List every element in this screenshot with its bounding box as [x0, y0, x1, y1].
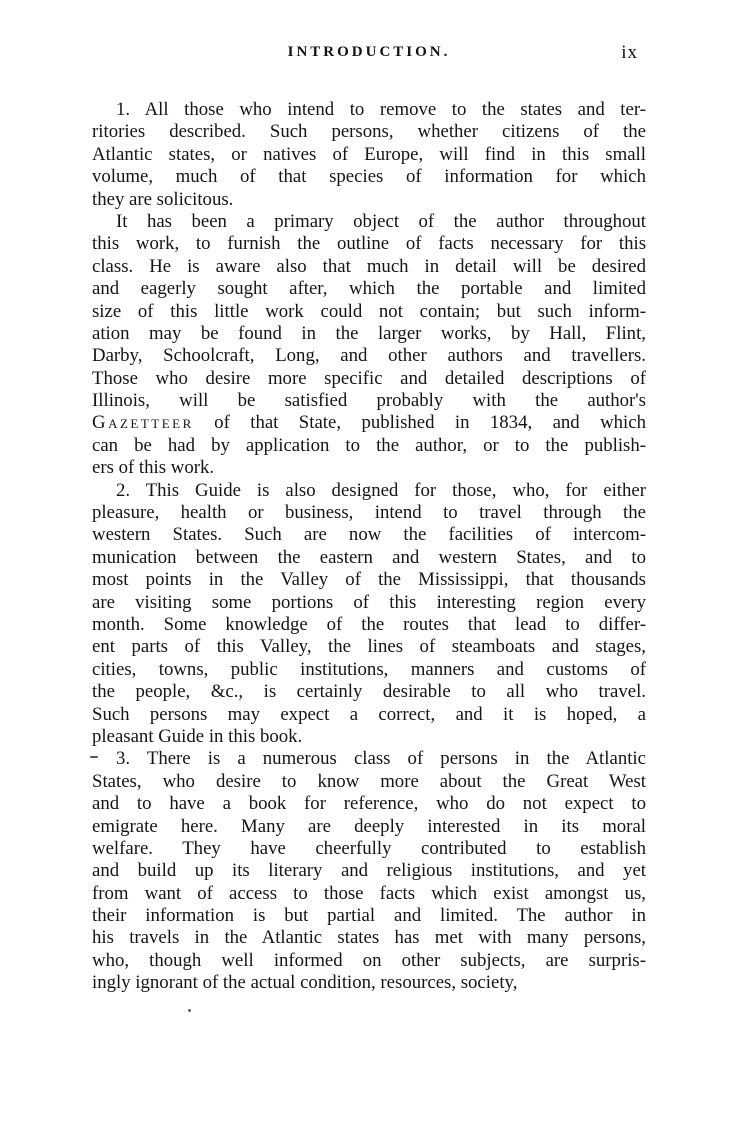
text-line: they are solicitous.: [92, 188, 234, 210]
text-line: are visiting some portions of this interesting region every: [92, 591, 646, 613]
scan-artifact-tick: [90, 756, 98, 758]
text-line: welfare. They have cheerfully contributed to establish: [92, 837, 646, 859]
text-line: ers of this work.: [92, 457, 215, 479]
text-line: ritories described. Such persons, whether citizens of the: [92, 121, 646, 143]
text-line: States, who desire to know more about the Great West: [92, 770, 646, 792]
text-line: most points in the Valley of the Mississippi, that thousands: [92, 569, 646, 591]
text-line: the people, &c., is certainly desirable to all who travel.: [92, 681, 646, 703]
text-line: 2. This Guide is also designed for those, who, for either: [116, 479, 646, 501]
text-line: Darby, Schoolcraft, Long, and other authors and travellers.: [92, 345, 646, 367]
text-line: Such persons may expect a correct, and it is hoped, a: [92, 703, 646, 725]
text-line: can be had by application to the author, or to the publish-: [92, 434, 646, 456]
text-line: who, though well informed on other subjects, are surpris-: [92, 949, 646, 971]
text-segment: of that State, published in 1834, and which: [193, 412, 646, 434]
text-line: month. Some knowledge of the routes that lead to differ-: [92, 613, 646, 635]
page-header: [92, 44, 646, 68]
running-title: INTRODUCTION.: [287, 44, 451, 60]
text-line: this work, to furnish the outline of facts necessary for this: [92, 233, 646, 255]
scan-artifact-dot: [188, 1009, 191, 1012]
text-line: size of this little work could not contain; but such inform-: [92, 300, 646, 322]
text-line: 1. All those who intend to remove to the states and ter-: [116, 99, 646, 120]
text-line: [92, 412, 646, 434]
text-line: and eagerly sought after, which the portable and limited: [92, 278, 646, 300]
text-line: Atlantic states, or natives of Europe, will find in this small: [92, 143, 646, 165]
paragraph: [92, 99, 646, 211]
text-line: cities, towns, public institutions, manners and customs of: [92, 658, 646, 680]
text-line: Those who desire more specific and detailed descriptions of: [92, 367, 646, 389]
text-line: ent parts of this Valley, the lines of steamboats and stages,: [92, 636, 646, 658]
text-line: ation may be found in the larger works, by Hall, Flint,: [92, 322, 646, 344]
text-line: pleasant Guide in this book.: [92, 725, 303, 747]
text-line: class. He is aware also that much in detail will be desired: [92, 255, 646, 277]
text-line: pleasure, health or business, intend to travel through the: [92, 502, 646, 524]
text-line: volume, much of that species of information for which: [92, 166, 646, 188]
paragraph: [92, 480, 646, 749]
text-line: and to have a book for reference, who do not expect to: [92, 793, 646, 815]
text-line: emigrate here. Many are deeply interested in its moral: [92, 815, 646, 837]
text-line: munication between the eastern and western States, and to: [92, 546, 646, 568]
text-line: from want of access to those facts which exist amongst us,: [92, 882, 646, 904]
text-line: their information is but partial and limited. The author in: [92, 905, 646, 927]
smallcaps-word: Gazetteer: [92, 412, 194, 434]
page-number: ix: [621, 42, 638, 63]
text-line: 3. There is a numerous class of persons in the Atlantic: [116, 748, 646, 770]
text-line: ingly ignorant of the actual condition, resources, society,: [92, 972, 518, 994]
paragraph: [92, 748, 646, 994]
text-line: western States. Such are now the facilities of intercom-: [92, 524, 646, 546]
paragraph: [92, 211, 646, 480]
text-line: his travels in the Atlantic states has met with many persons,: [92, 927, 646, 949]
text-line: Illinois, will be satisfied probably with the author's: [92, 390, 646, 412]
text-line: and build up its literary and religious institutions, and yet: [92, 860, 646, 882]
page-body: [92, 99, 646, 995]
text-line: It has been a primary object of the author throughout: [116, 210, 646, 232]
